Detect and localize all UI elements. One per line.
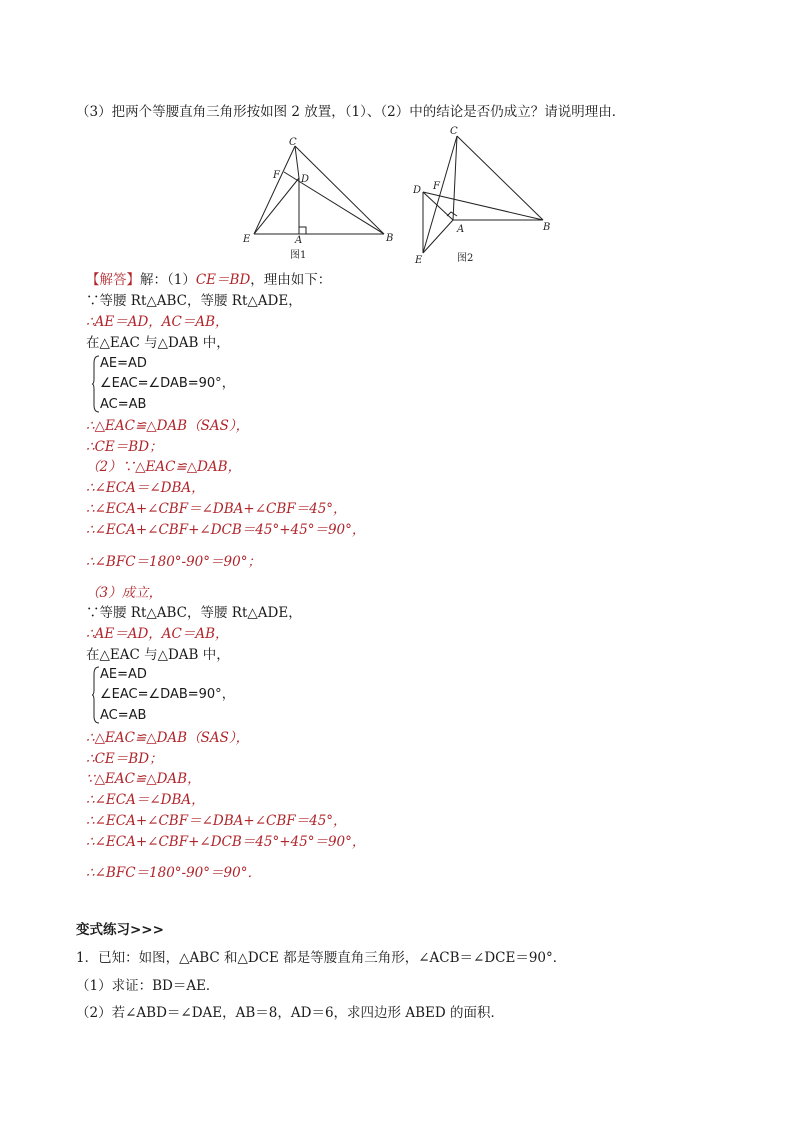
answer-line-15: 在△EAC 与△DAB 中， (86, 647, 230, 663)
variant-heading: 变式练习>>> (76, 922, 164, 938)
system-1-row-2-text: ∠EAC=∠DAB=90° (100, 376, 222, 391)
answer-line-17: ∴CE＝BD； (86, 751, 163, 767)
fig1-line-cb (295, 146, 384, 234)
system-1-row-2 (100, 375, 235, 393)
fig2-line-cb (457, 136, 543, 220)
answer-line-22: ∴∠BFC＝180°-90°＝90°． (86, 865, 261, 881)
fig1-right-angle-mark (299, 227, 306, 234)
question-3-text: （3）把两个等腰直角三角形按如图 2 放置，（1）、（2）中的结论是否仍成立？请说明理由． (76, 104, 626, 120)
fig1-label-b: B (386, 233, 394, 244)
fig1-line-cd (295, 146, 299, 178)
variant-question-1: 1．已知：如图，△ABC 和△DCE 都是等腰直角三角形，∠ACB＝∠DCE＝90°． (76, 950, 567, 966)
fig2-label-f: F (433, 181, 440, 192)
answer-line-8: ∴∠ECA＝∠DBA， (86, 480, 205, 496)
fig1-label-e: E (243, 234, 251, 245)
answer-line-2: ∵等腰 Rt△ABC，等腰 Rt△ADE， (86, 293, 302, 309)
answer-line-19: ∴∠ECA＝∠DBA， (86, 792, 205, 808)
fig2-line-ce (423, 136, 457, 253)
answer-solve: 解：（1） (140, 272, 196, 288)
answer-line-6: ∴CE＝BD； (86, 439, 163, 455)
fig2-line-da (423, 192, 453, 220)
variant-question-1-part-1: （1）求证：BD＝AE． (76, 978, 220, 994)
system-2-row-2 (100, 686, 235, 704)
fig2-line-db (423, 192, 543, 220)
fig2-caption: 图2 (457, 253, 474, 264)
system-1-tail: ， (221, 376, 235, 391)
fig2-label-e: E (415, 255, 423, 266)
brace-2 (92, 666, 100, 724)
system-2-tail: ， (221, 687, 235, 702)
answer-line-11: ∴∠BFC＝180°-90°＝90°； (86, 554, 261, 570)
system-2-row-3: AC=AB (100, 708, 147, 723)
answer-line-13: ∵等腰 Rt△ABC，等腰 Rt△ADE， (86, 605, 302, 621)
answer-line-14: ∴AE＝AD，AC＝AB， (86, 626, 229, 642)
answer-ce-bd: CE＝BD (195, 272, 251, 288)
system-1-row-3: AC=AB (100, 397, 147, 412)
answer-line-9: ∴∠ECA+∠CBF＝∠DBA+∠CBF＝45°， (86, 501, 347, 517)
fig1-label-f: F (273, 170, 280, 181)
system-2-row-1: AE=AD (100, 667, 147, 682)
answer-line-1 (86, 271, 331, 289)
answer-line-10: ∴∠ECA+∠CBF+∠DCB＝45°+45°＝90°， (86, 522, 366, 538)
fig2-label-c: C (450, 126, 458, 137)
fig2-label-b: B (543, 222, 551, 233)
figure-2 (405, 122, 565, 272)
answer-line-20: ∴∠ECA+∠CBF＝∠DBA+∠CBF＝45°， (86, 813, 347, 829)
fig1-label-a: A (295, 235, 303, 246)
answer-tag: 【解答】 (86, 272, 140, 288)
figure-1 (235, 132, 405, 267)
fig2-label-a: A (457, 224, 465, 235)
answer-line-18: ∵△EAC≌△DAB， (86, 771, 201, 787)
fig1-label-d: D (301, 174, 310, 185)
system-2-row-2-text: ∠EAC=∠DAB=90° (100, 687, 222, 702)
answer-reason: ，理由如下： (250, 272, 332, 288)
system-1-row-1: AE=AD (100, 356, 147, 371)
answer-line-5: ∴△EAC≌△DAB（SAS）， (86, 418, 250, 434)
answer-line-21: ∴∠ECA+∠CBF+∠DCB＝45°+45°＝90°， (86, 834, 366, 850)
answer-line-12: （3）成立， (86, 585, 163, 601)
answer-line-4: 在△EAC 与△DAB 中， (86, 335, 230, 351)
brace-1 (92, 355, 100, 413)
answer-line-3: ∴AE＝AD，AC＝AB， (86, 314, 229, 330)
answer-line-16: ∴△EAC≌△DAB（SAS）， (86, 730, 250, 746)
fig1-caption: 图1 (290, 250, 307, 261)
fig2-label-d: D (413, 185, 422, 196)
variant-question-1-part-2: （2）若∠ABD＝∠DAE，AB＝8，AD＝6，求四边形 ABED 的面积． (76, 1005, 504, 1021)
fig1-label-c: C (289, 137, 297, 148)
answer-line-7: （2）∵△EAC≌△DAB， (86, 459, 242, 475)
